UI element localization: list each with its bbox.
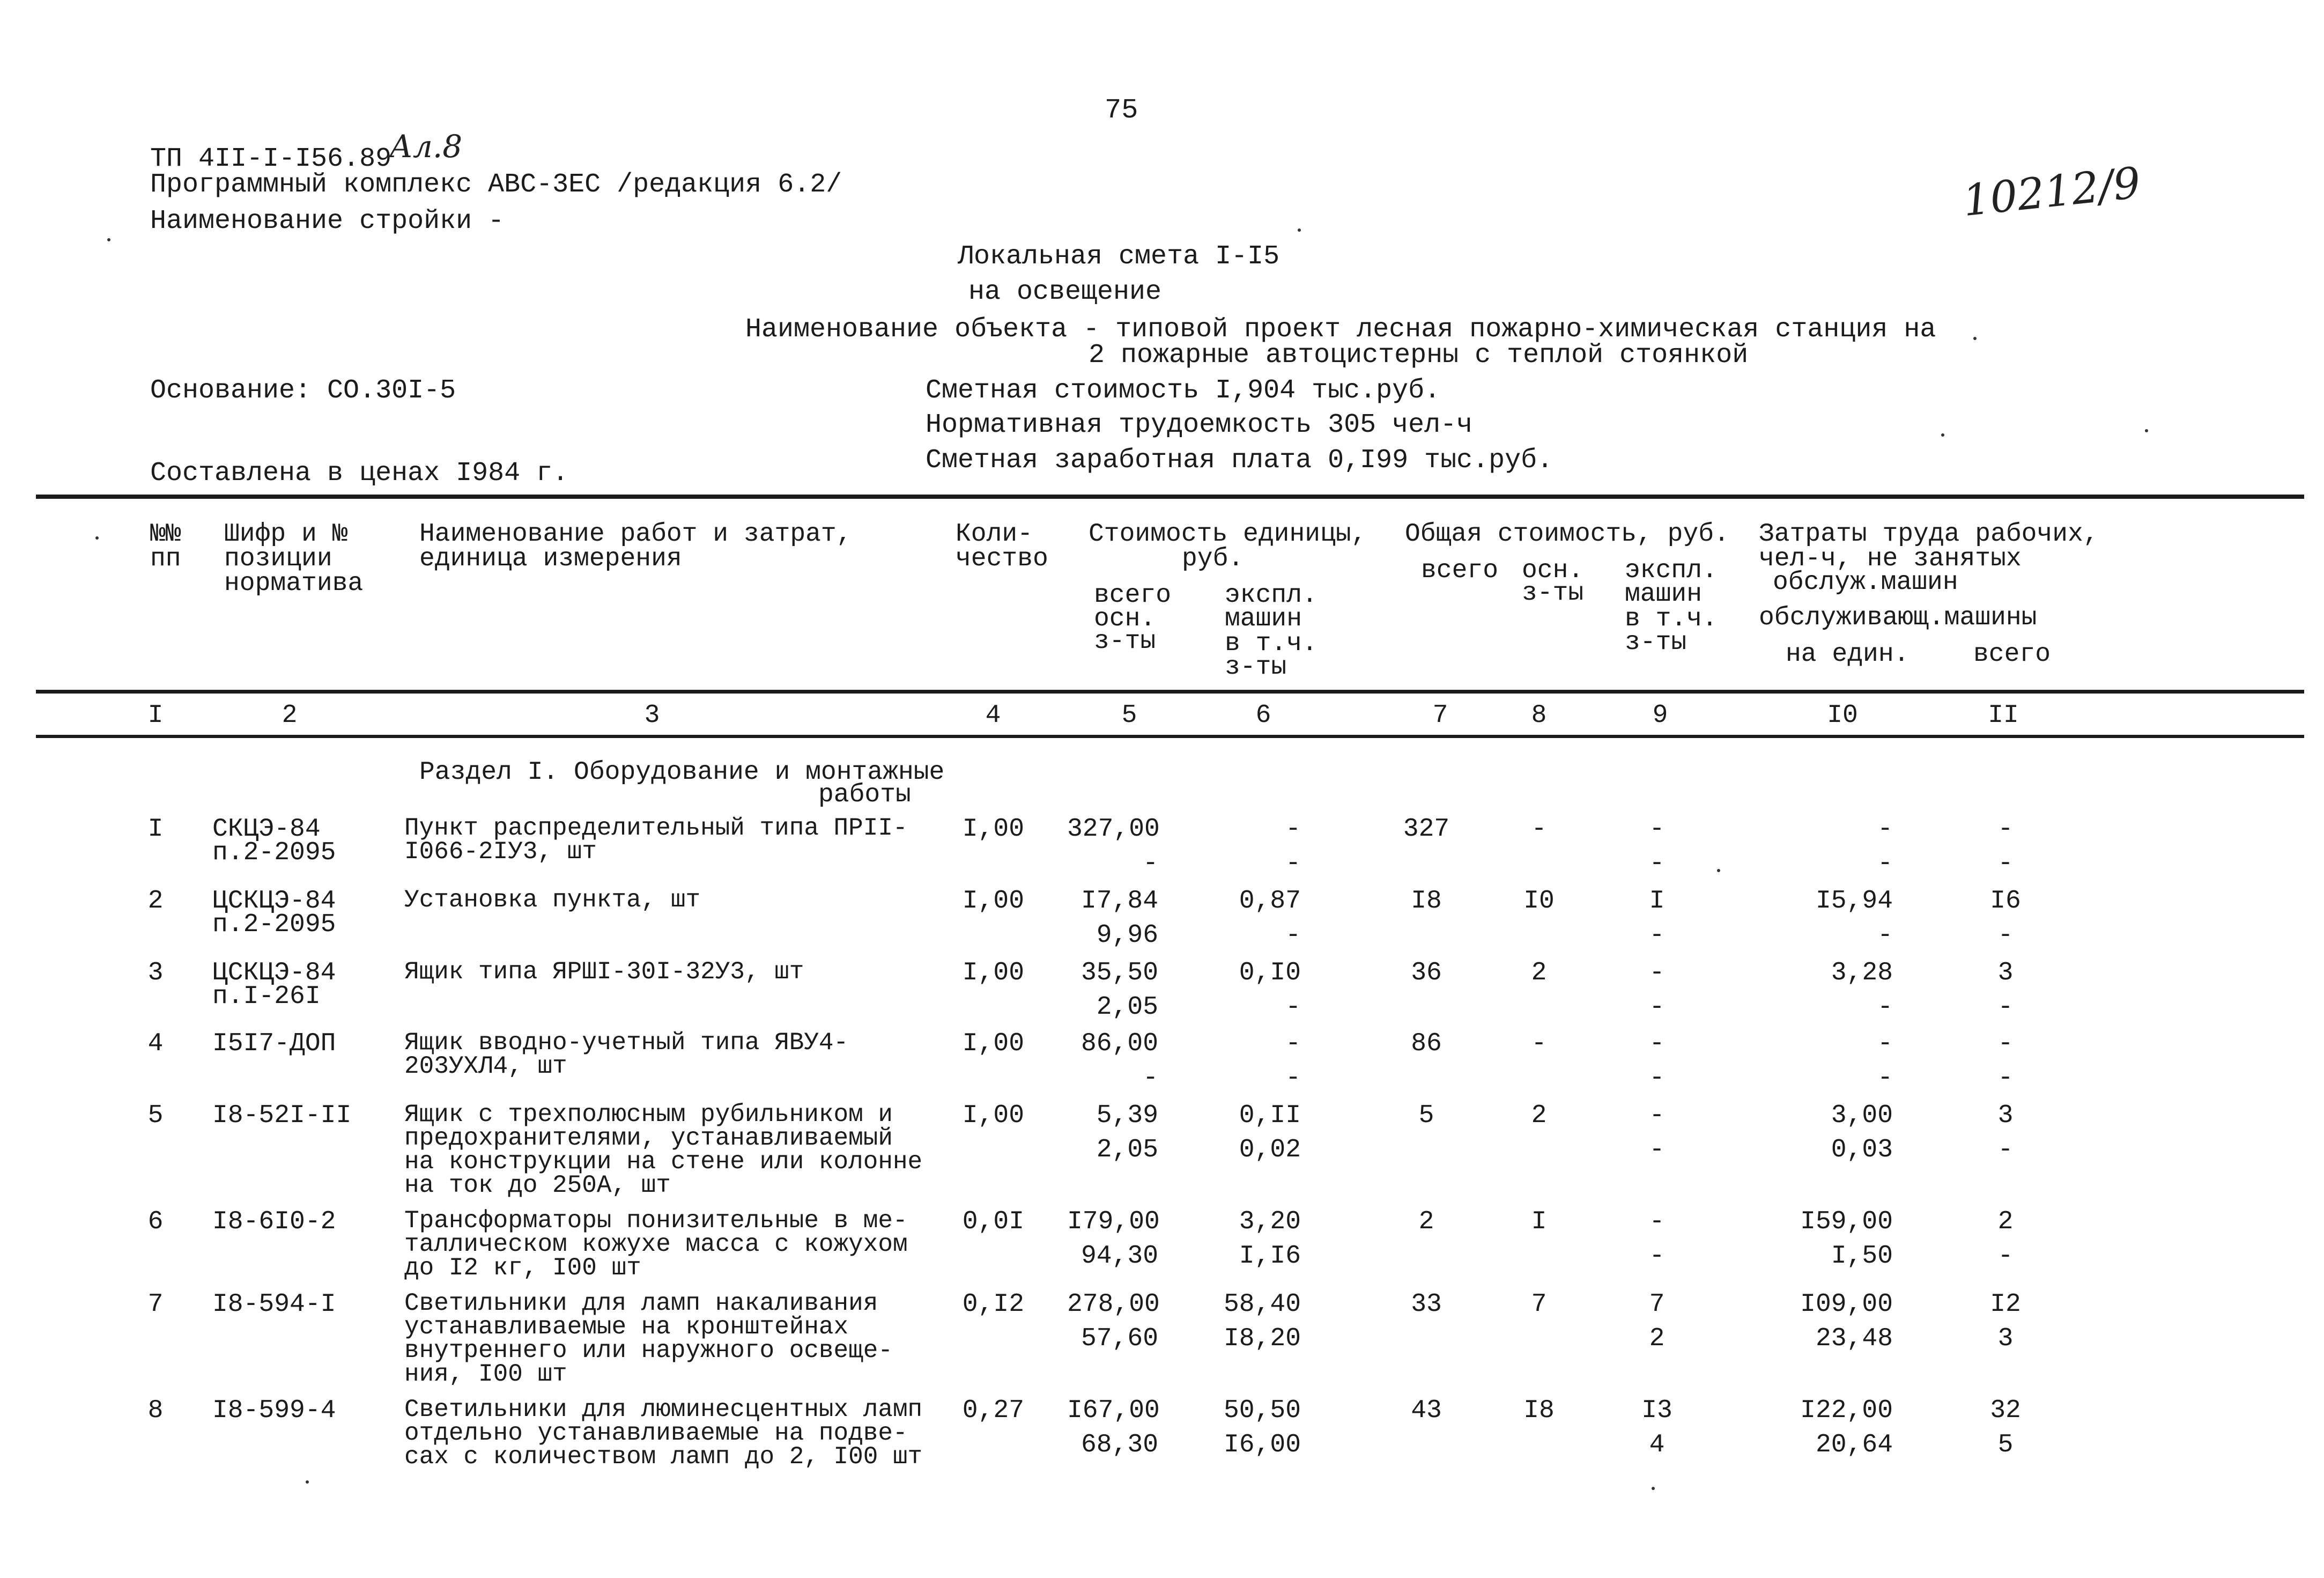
table-header-rule	[36, 690, 2304, 694]
row-number: 5	[147, 1101, 164, 1130]
wage-cost-value: I	[1531, 1207, 1547, 1236]
cost-value-c11: 3	[1997, 1101, 2014, 1130]
header-col4-line2: чество	[956, 544, 1048, 573]
program-line: Программный комплекс АВС-3ЕС /редакция 6.2/	[150, 169, 842, 200]
header-col1-line2: пп	[150, 544, 181, 573]
header-col8-line2: з-ты	[1522, 579, 1584, 608]
cost-value-c11: 2	[1997, 1207, 2014, 1236]
cost-value-c6: 50,50	[1223, 1396, 1301, 1425]
section-title-line1: Раздел I. Оборудование и монтажные	[419, 758, 945, 787]
cost-value-c10: -	[1877, 1029, 1893, 1058]
work-description: сах с количеством ламп до 2, I00 шт	[404, 1443, 923, 1471]
cost-value-c9: I3	[1641, 1396, 1672, 1425]
total-cost-value: 36	[1411, 958, 1442, 987]
scan-speck	[306, 1480, 309, 1484]
object-name-line-2: 2 пожарные автоцистерны с теплой стоянкой	[1089, 340, 1749, 371]
quantity: I,00	[962, 1101, 1024, 1130]
wage-cost-value: 2	[1531, 958, 1547, 987]
wage-cost-value: -	[1531, 1029, 1547, 1058]
header-col2-line2: позиции	[224, 544, 332, 573]
basis: Основание: СО.30I-5	[150, 375, 456, 406]
quantity: I,00	[962, 815, 1024, 844]
wage-cost-value: I0	[1523, 887, 1555, 916]
cost-value-c11: I2	[1990, 1290, 2021, 1319]
cost-value-c6: -	[1285, 1029, 1301, 1058]
cost-value-c6: -	[1285, 993, 1301, 1022]
estimate-title: Локальная смета I-I5	[958, 241, 1280, 272]
row-number: 7	[147, 1290, 164, 1319]
cost-value-c9: 4	[1649, 1430, 1665, 1459]
cost-value-c6: I,I6	[1239, 1242, 1301, 1271]
cost-value-c9: -	[1649, 849, 1665, 878]
header-labor-line2: чел-ч, не занятых	[1759, 544, 2022, 573]
total-cost-value: 33	[1411, 1290, 1442, 1319]
wage-cost-value: 2	[1531, 1101, 1547, 1130]
header-col11: всего	[1973, 640, 2051, 669]
total-cost-value: 5	[1418, 1101, 1434, 1130]
column-number-4: 4	[985, 701, 1001, 730]
work-description: Светильники для люминесцентных ламп	[404, 1396, 923, 1424]
cost-value-c10: I5,94	[1815, 887, 1893, 916]
wage-cost-value: I8	[1523, 1396, 1555, 1425]
cost-value-c10: -	[1877, 993, 1893, 1022]
cost-value-c9: 2	[1649, 1324, 1665, 1353]
cost-value-c11: 32	[1990, 1396, 2021, 1425]
header-col9-line3: в т.ч.	[1625, 604, 1718, 633]
header-col6-line2: машин	[1225, 604, 1302, 633]
total-cost-value: 2	[1418, 1207, 1434, 1236]
scan-speck	[1717, 869, 1720, 872]
wage-cost-value: 7	[1531, 1290, 1547, 1319]
cost-value-c11: -	[1997, 1064, 2014, 1093]
header-col3-line2: единица измерения	[419, 544, 682, 573]
row-number: 8	[147, 1396, 164, 1425]
header-unit-cost-line1: Стоимость единицы,	[1089, 520, 1367, 549]
header-col2-line1: Шифр и №	[224, 520, 348, 549]
header-col9-line4: з-ты	[1625, 628, 1687, 657]
cost-value-c9: -	[1649, 1029, 1665, 1058]
quantity: I,00	[962, 887, 1024, 916]
header-col6-line4: з-ты	[1225, 653, 1287, 682]
cost-value-c5: 5,39	[1096, 1101, 1158, 1130]
scan-speck	[1973, 337, 1977, 340]
cost-value-c11: -	[1997, 1242, 2014, 1271]
header-col1-line1: №№	[150, 520, 181, 549]
cost-value-c6: -	[1285, 921, 1301, 950]
total-cost-value: 43	[1411, 1396, 1442, 1425]
table-top-rule	[36, 495, 2304, 499]
cost-value-c11: I6	[1990, 887, 2021, 916]
cost-value-c9: -	[1649, 1101, 1665, 1130]
cost-value-c10: -	[1877, 815, 1893, 844]
row-number: 3	[147, 958, 164, 987]
cost-value-c5: -	[1143, 1064, 1158, 1093]
column-number-2: 2	[282, 701, 298, 730]
cost-value-c11: 3	[1997, 958, 2014, 987]
cost-value-c6: 0,I0	[1239, 958, 1301, 987]
norm-code: СКЦЭ-84	[212, 815, 321, 844]
scan-speck	[2145, 429, 2148, 432]
construction-name: Наименование стройки -	[150, 206, 505, 237]
cost-value-c9: -	[1649, 815, 1665, 844]
column-number-3: 3	[644, 701, 660, 730]
cost-value-c10: I22,00	[1800, 1396, 1893, 1425]
cost-value-c11: -	[1997, 921, 2014, 950]
price-basis: Составлена в ценах I984 г.	[150, 458, 569, 489]
cost-value-c6: I8,20	[1223, 1324, 1301, 1353]
header-total-cost: Общая стоимость, руб.	[1405, 520, 1729, 549]
column-number-6: 6	[1255, 701, 1271, 730]
header-labor-line3: обслуж.машин	[1773, 568, 1958, 597]
quantity: 0,0I	[962, 1207, 1024, 1236]
cost-value-c6: 3,20	[1239, 1207, 1301, 1236]
work-description: устанавливаемые на кронштейнах	[404, 1313, 849, 1341]
work-description: 203УХЛ4, шт	[404, 1052, 567, 1080]
header-col6-line1: экспл.	[1225, 581, 1318, 610]
cost-value-c11: -	[1997, 849, 2014, 878]
estimated-wage: Сметная заработная плата 0,I99 тыс.руб.	[926, 445, 1553, 476]
work-description: таллическом кожухе масса с кожухом	[404, 1230, 908, 1258]
work-description: Светильники для ламп накаливания	[404, 1289, 878, 1317]
row-number: 2	[147, 887, 164, 916]
header-unit-cost-line2: руб.	[1182, 544, 1244, 573]
cost-value-c9: -	[1649, 993, 1665, 1022]
cost-value-c6: 0,87	[1239, 887, 1301, 916]
archive-number-handwritten: 10212/9	[1960, 157, 2143, 226]
section-title-line2: работы	[818, 780, 911, 809]
work-description: Установка пункта, шт	[404, 886, 701, 914]
cost-value-c6: -	[1285, 1064, 1301, 1093]
work-description: предохранителями, устанавливаемый	[404, 1124, 893, 1152]
scan-speck	[107, 238, 110, 241]
header-col3-line1: Наименование работ и затрат,	[419, 520, 852, 549]
cost-value-c6: 0,II	[1239, 1101, 1301, 1130]
cost-value-c6: -	[1285, 849, 1301, 878]
norm-code: I8-6I0-2	[212, 1207, 336, 1236]
cost-value-c11: 5	[1997, 1430, 2014, 1459]
cost-value-c10: I,50	[1831, 1242, 1893, 1271]
cost-value-c10: -	[1877, 849, 1893, 878]
object-name-line-1: Наименование объекта - типовой проект лесная пожарно-химическая станция на	[745, 314, 1936, 345]
cost-value-c5: 2,05	[1096, 1135, 1158, 1164]
cost-value-c5: I67,00	[1067, 1396, 1160, 1425]
column-number-1: I	[147, 701, 164, 730]
work-description: Пункт распределительный типа ПРII-	[404, 814, 908, 842]
work-description: ния, I00 шт	[404, 1360, 567, 1388]
cost-value-c11: -	[1997, 1029, 2014, 1058]
cost-value-c9: -	[1649, 1064, 1665, 1093]
cost-value-c5: 2,05	[1096, 993, 1158, 1022]
cost-value-c10: I59,00	[1800, 1207, 1893, 1236]
norm-code: I8-52I-II	[212, 1101, 352, 1130]
total-cost-value: 86	[1411, 1029, 1442, 1058]
cost-value-c9: 7	[1649, 1290, 1665, 1319]
header-labor-line1: Затраты труда рабочих,	[1759, 520, 2099, 549]
norm-code: ЦСКЦЭ-84	[212, 958, 336, 987]
norm-code: п.2-2095	[212, 910, 336, 939]
scan-speck	[1652, 1487, 1655, 1490]
header-col5-line1: всего	[1094, 581, 1172, 610]
cost-value-c5: 9,96	[1096, 921, 1158, 950]
cost-value-c10: 0,03	[1831, 1135, 1893, 1164]
norm-code: I8-594-I	[212, 1290, 336, 1319]
header-col7: всего	[1421, 556, 1499, 585]
work-description: Ящик с трехполюсным рубильником и	[404, 1101, 893, 1129]
row-number: 4	[147, 1029, 164, 1058]
page-number: 75	[1105, 94, 1138, 126]
header-col5-line3: з-ты	[1094, 627, 1156, 656]
estimated-cost: Сметная стоимость I,904 тыс.руб.	[926, 375, 1441, 406]
header-col4-line1: Коли-	[956, 520, 1033, 549]
wage-cost-value: -	[1531, 815, 1547, 844]
row-number: I	[147, 815, 164, 844]
cost-value-c5: I79,00	[1067, 1207, 1160, 1236]
cost-value-c10: 20,64	[1815, 1430, 1893, 1459]
header-col6-line3: в т.ч.	[1225, 629, 1318, 658]
cost-value-c11: -	[1997, 993, 2014, 1022]
quantity: I,00	[962, 1029, 1024, 1058]
cost-value-c10: 23,48	[1815, 1324, 1893, 1353]
cost-value-c11: 3	[1997, 1324, 2014, 1353]
album-note-handwritten: Ал.8	[389, 128, 463, 165]
header-col2-line3: норматива	[224, 569, 364, 598]
norm-code: п.2-2095	[212, 838, 336, 867]
column-number-8: 8	[1531, 701, 1547, 730]
header-col10: на един.	[1786, 640, 1909, 669]
header-col9-line2: машин	[1625, 580, 1703, 609]
work-description: Трансформаторы понизительные в ме-	[404, 1207, 908, 1235]
labor-intensity: Нормативная трудоемкость 305 чел-ч	[926, 410, 1473, 440]
cost-value-c6: -	[1285, 815, 1301, 844]
cost-value-c10: 3,28	[1831, 958, 1893, 987]
cost-value-c10: -	[1877, 921, 1893, 950]
quantity: 0,27	[962, 1396, 1024, 1425]
total-cost-value: I8	[1411, 887, 1442, 916]
cost-value-c10: -	[1877, 1064, 1893, 1093]
cost-value-c5: 94,30	[1080, 1242, 1158, 1271]
header-labor-line4: обслуживающ.машины	[1759, 603, 2037, 632]
scan-speck	[1298, 228, 1301, 232]
cost-value-c9: -	[1649, 1242, 1665, 1271]
cost-value-c9: I	[1649, 887, 1665, 916]
work-description: на конструкции на стене или колонне	[404, 1148, 923, 1176]
cost-value-c6: I6,00	[1223, 1430, 1301, 1459]
cost-value-c5: 327,00	[1067, 815, 1160, 844]
cost-value-c5: 86,00	[1080, 1029, 1158, 1058]
cost-value-c11: -	[1997, 1135, 2014, 1164]
doc-code: ТП 4II-I-I56.89	[150, 144, 392, 174]
cost-value-c5: I7,84	[1080, 887, 1158, 916]
column-number-7: 7	[1432, 701, 1448, 730]
work-description: внутреннего или наружного освеще-	[404, 1337, 893, 1365]
norm-code: I5I7-ДОП	[212, 1029, 336, 1058]
norm-code: I8-599-4	[212, 1396, 336, 1425]
cost-value-c10: I09,00	[1800, 1290, 1893, 1319]
cost-value-c5: 278,00	[1067, 1290, 1160, 1319]
cost-value-c6: 0,02	[1239, 1135, 1301, 1164]
work-description: до I2 кг, I00 шт	[404, 1254, 641, 1282]
norm-code: ЦСКЦЭ-84	[212, 887, 336, 916]
quantity: I,00	[962, 958, 1024, 987]
quantity: 0,I2	[962, 1290, 1024, 1319]
work-description: Ящик вводно-учетный типа ЯВУ4-	[404, 1029, 849, 1057]
header-col8-line1: осн.	[1522, 556, 1584, 585]
column-number-5: 5	[1121, 701, 1137, 730]
cost-value-c9: -	[1649, 1135, 1665, 1164]
cost-value-c6: 58,40	[1223, 1290, 1301, 1319]
estimate-subtitle: на освещение	[968, 277, 1162, 307]
row-number: 6	[147, 1207, 164, 1236]
cost-value-c9: -	[1649, 921, 1665, 950]
scan-speck	[95, 536, 99, 540]
header-col5-line2: осн.	[1094, 604, 1156, 633]
column-number-10: I0	[1827, 701, 1858, 730]
column-numbers-rule	[36, 735, 2304, 738]
cost-value-c5: 35,50	[1080, 958, 1158, 987]
cost-value-c11: -	[1997, 815, 2014, 844]
cost-value-c5: 68,30	[1080, 1430, 1158, 1459]
work-description: I066-2IУ3, шт	[404, 838, 597, 866]
column-number-9: 9	[1652, 701, 1668, 730]
header-col9-line1: экспл.	[1625, 556, 1718, 585]
cost-value-c9: -	[1649, 1207, 1665, 1236]
cost-value-c9: -	[1649, 958, 1665, 987]
work-description: отдельно устанавливаемые на подве-	[404, 1419, 908, 1447]
norm-code: п.I-26I	[212, 982, 321, 1011]
cost-value-c5: 57,60	[1080, 1324, 1158, 1353]
cost-value-c5: -	[1143, 849, 1158, 878]
total-cost-value: 327	[1403, 815, 1450, 844]
work-description: Ящик типа ЯРШI-30I-32У3, шт	[404, 958, 804, 986]
work-description: на ток до 250А, шт	[404, 1171, 671, 1199]
column-number-11: II	[1988, 701, 2019, 730]
cost-value-c10: 3,00	[1831, 1101, 1893, 1130]
scan-speck	[1941, 433, 1944, 437]
